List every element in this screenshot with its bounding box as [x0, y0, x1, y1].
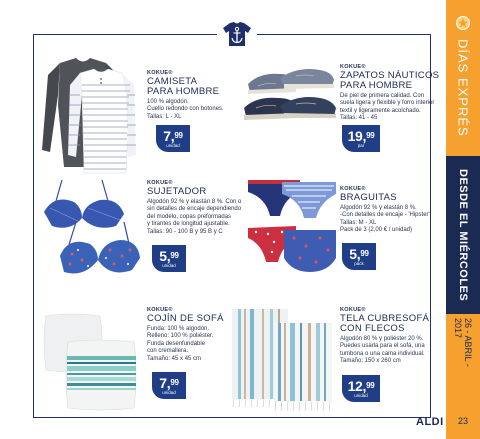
product-brand: KOKUE®	[147, 307, 173, 313]
product-title: PARA HOMBRE	[147, 86, 220, 97]
cushion-image	[42, 312, 142, 412]
side-strip	[446, 0, 480, 439]
shoes-info	[340, 64, 440, 123]
product-title: TELA CUBRESOFÁ	[340, 313, 430, 324]
product-description: Algodón 92 % y elastán 8 %. -Con detalles de encaje - 'Hipster' Tallas: M - XL Pack de 3 (2,00 € / unidad)	[340, 205, 430, 234]
product-brand: KOKUE®	[147, 180, 173, 186]
product-title: BRAGUITAS	[340, 192, 397, 203]
cushion-info	[147, 307, 237, 363]
aldi-logo: ALDI	[416, 416, 444, 428]
boat-shoes-image	[240, 62, 338, 134]
panties-info	[340, 186, 440, 235]
product-description: Funda: 100 % algodón. Relleno: 100 % poliéster. Funda desenfundable con cremallera. Tamaño: 45 x 45 cm	[147, 326, 214, 362]
panties-image	[244, 176, 338, 286]
product-description: Algodón 92 % y elastán 8 %. Con o sin detalles de encaje dependiendo del modelo, copas preformadas y tirantes de longitud ajustable. Tallas: 90 - 100 B y 95 B y C	[147, 199, 242, 235]
price-tag: 7,99 unidad	[152, 372, 186, 399]
product-title: PARA HOMBRE	[340, 80, 413, 91]
product-brand: KOKUE®	[340, 307, 366, 313]
product-brand: KOKUE®	[340, 186, 366, 192]
price-tag: 5,99 unidad	[152, 245, 186, 272]
bra-info	[147, 180, 247, 236]
product-description: 100 % algodón. Cuello redondo con botones. Tallas: L - XL	[147, 99, 224, 120]
date-label: 26 - ABRIL - 2017	[453, 318, 473, 367]
throw-info	[340, 307, 444, 366]
anchor-badge	[217, 20, 257, 48]
sun-star-icon	[454, 14, 472, 32]
product-title: CON FLECOS	[340, 323, 405, 334]
page-number: 23	[457, 416, 468, 426]
product-description: Algodón 80 % y poliéster 20 %. Puedes usarla para el sofá, una tumbona o una cama individual. Tamaño: 150 x 260 cm	[340, 336, 425, 365]
product-title: CAMISETA	[147, 76, 198, 87]
tshirt-image	[38, 55, 138, 175]
price-tag: 12,99 unidad	[342, 375, 380, 402]
throw-blanket-image	[228, 305, 336, 413]
product-brand: KOKUE®	[340, 64, 366, 70]
price-tag: 19,99 par	[342, 125, 380, 152]
start-label: DESDE EL MIÉRCOLES	[457, 168, 469, 302]
product-description: De piel de primera calidad. Con suela ligera y flexible y forro interior textil y ligeramente acolchado. Tallas: 41 - 45	[340, 93, 435, 122]
product-title: COJÍN DE SOFÁ	[147, 313, 224, 324]
price-tag: 7,99 unidad	[156, 125, 190, 152]
promo-label: DÍAS EXPRÉS	[455, 39, 471, 137]
tshirt-anchor-icon	[220, 21, 254, 47]
tshirt-info	[147, 70, 237, 121]
product-brand: KOKUE®	[147, 70, 173, 76]
product-title: ZAPATOS NÁUTICOS	[340, 70, 440, 81]
price-tag: 5,99 pack	[342, 243, 376, 270]
bra-image	[40, 178, 142, 288]
product-title: SUJETADOR	[147, 186, 207, 197]
